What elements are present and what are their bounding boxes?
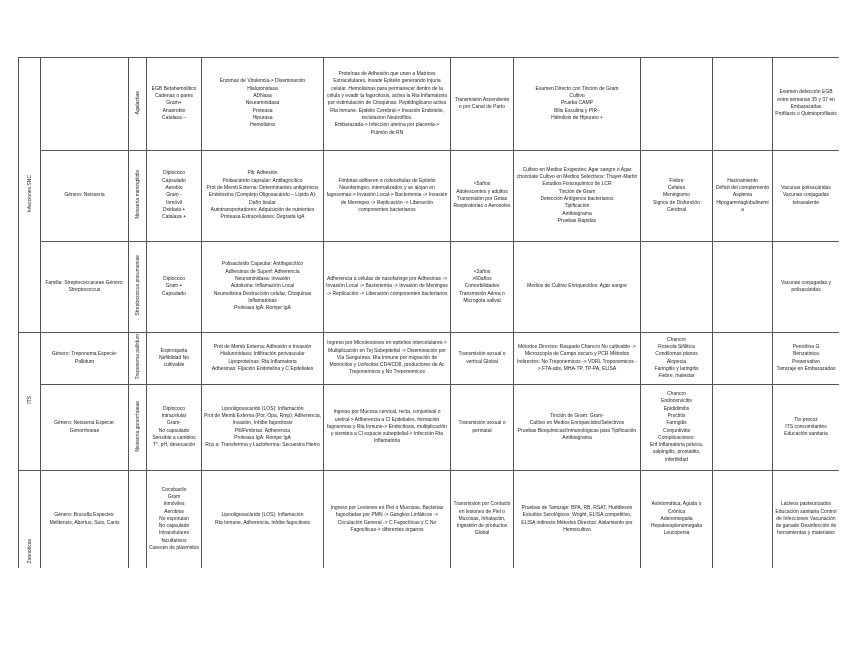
prevencion-cell [773,151,840,242]
agent-cell [129,333,147,385]
group-label-cell [19,333,41,471]
genus-cell [41,385,129,471]
cell-line: Endocervicitis [661,398,692,405]
morfologia-cell [147,58,202,151]
cell-line: Asplenia [732,192,753,199]
cell-line: Cultivo en Medios Exigentes: Agar sangre o Agar chocolate Cultivo en Medios Selectivos: Thayer-Martin Estudios Fisicoquimico de LCR [516,166,638,188]
cell-line: Adenomegalia [660,515,693,522]
factores-cell [202,385,324,471]
cell-line: Embarazada-> Infección uterina por placenta-> Pulmón de RN [334,122,440,136]
cell-line: Gram+ [166,100,182,107]
cell-line: Prot de Memb Externa: Determinantes antigénicos [206,185,319,192]
agent-cell [129,58,147,151]
cell-line: Cadenas o pares [154,93,194,100]
table-row [19,471,840,569]
genus-cell [41,333,129,385]
patogenia-cell [324,385,451,471]
cell-line: Benzatinica [793,351,819,358]
prevencion-cell [773,333,840,385]
cell-line: Vacunas polisacáridas Vacunas conjugadas tetravalente [781,185,831,206]
cell-line: Faringitis y laringitis [654,365,699,372]
cell-line: Lácteos pasteurizados Educación sanitaria Control de Infecciones Vacunación de ganado Desinfección de herramientas y materiales [775,501,837,537]
prevencion-cell [773,385,840,471]
cell-line: Ingreso por Microlesiones en epitelios intercelulares-> Multiplicación en Tej Subepitelial -> Diseminación por Vía Sanguínea. Rta Inmune por migración de Monocitos y Linfocitos CD4/CD8, productores de Ac Treponemicos y No Treponemicos [327,340,447,376]
cell-line: Vacunas conjugadas y polisacáridas [781,279,831,293]
cell-line: Penicilina G [792,343,820,350]
cell-line: cultivable [163,362,185,369]
cell-line: Tinción de Gram [558,188,596,195]
factor-riesgo-cell [713,385,773,471]
cell-line: Hialuronidasa: Infiltración perivascular [220,351,305,358]
cell-line: Neumolisina:Destrucción celular, Citoquinas Inflamatorias [213,290,312,304]
factores-cell [202,471,324,569]
agent-name: Agalactiae [134,90,141,115]
cell-line: Espiroqueta [160,347,188,354]
agent-name: Neisseria gonorrhoeae [134,400,141,452]
morfologia-cell [147,471,202,569]
cell-line: Diplococo [163,405,185,412]
table-row [19,333,840,385]
agent-cell [129,151,147,242]
cell-line: Aerobio [165,185,183,192]
genus-text: Género: Neisseria Especie: Gonorrhoeae [54,420,115,434]
table-row [19,385,840,471]
cell-line: Fiebre, malestar [658,373,695,380]
group-label: Infecciones SNC [26,174,33,212]
diagnostico-cell [514,333,641,385]
group-label-cell [19,58,41,333]
clinica-cell [641,385,713,471]
cell-line: Enf Inflamatoria pélvica, salpingitis, prostatitis, infertilidad [649,442,704,463]
cell-line: Adhesinas de Superf: Adherencia [225,268,300,275]
cell-line: Faringitis [666,420,687,427]
cell-line: Autotransportadores: Adquisición de nutrientes [210,206,315,213]
cell-line: Inmóvil [166,199,182,206]
transmision-cell [451,471,514,569]
cell-line: Comorbilidades [464,283,500,290]
cell-line: Capsulado [162,290,186,297]
cell-line: Neuraminidasa: Invasión [234,276,291,283]
genus-cell [41,242,129,333]
factor-riesgo-cell [713,333,773,385]
cell-line: EGB Betahemolitico [151,85,197,92]
cell-line: Pili/Fimbrias: Adherencia [234,427,291,434]
summary-table-container [18,57,839,568]
transmision-cell [451,242,514,333]
cell-line: Conjuntivitis [663,427,690,434]
factores-cell [202,242,324,333]
cell-line: Hepatoesplenomegalia [650,523,703,530]
cell-line: Intracelulares facultativos [158,530,189,544]
genus-cell [41,151,129,242]
factores-cell [202,333,324,385]
cell-line: Fiebre [669,177,684,184]
cell-line: Pruebas Bioquímicas/Inmunológicas para Tipificación [517,427,637,434]
cell-line: Métodos Directos: Raspado Chancro No cultivable -> Microscopía de Campo oscuro y PCR Métodos Indirectos: No Treponemicos -> VDRL Treponemicos -> FTA-abs, MHA-TP, TP-PA, ELISA [516,343,637,372]
cell-line: Proteasa IgA: Rompe IgA [234,305,291,312]
cell-line: Detección Antígenos bacterianos [540,196,614,202]
cell-line: Cefalea [667,185,686,192]
cell-line: Alopecia [666,358,687,365]
factor-riesgo-cell [713,151,773,242]
cell-line: Endotoxina (Complejo Oligosacárido – Lípido A): Daño tisular [208,192,317,206]
cell-line: Aerobios [164,508,184,515]
cell-line: Asintomática, Aguda o Crónica [651,501,702,515]
cell-line: Lipooligosacárido (LOS): Inflamación [221,405,304,412]
cell-line: Transmisión Aérea o Microgota salival [459,290,505,304]
cell-line: Epididimitis [663,405,690,412]
cell-line: Condilomas planos [655,351,698,358]
cell-line: Hemolisina [250,122,275,129]
cell-line: ADNasa [253,93,272,100]
cell-line: No capsulado [158,427,190,434]
cell-line: Antibiograma [562,434,592,441]
table-body [19,58,840,569]
summary-table [18,57,839,568]
cell-line: Sensible a cambios T°, pH, desecación [152,434,196,449]
cell-line: Ingreso por Lesiones en Piel o Mucosas, Bacterias fagocitadas por PMN -> Ganglios Linfáticos -> Circulación General -> C Fagocíticas y C No Fagocíticas-> diferentes órganos [330,504,444,533]
agent-name: Treponema pallidum [134,334,141,380]
cell-line: Proteínas de Adhesión que unen a Matrices Extracelulares, invade Epitelio generando Injuria celular. Hemolisinas para permanecer dentro de la célula y evadir la fagocitosis, activa la Rta Inflamatoria por estimulación de Citoquinas. Peptidoglicano activa Rta Inmune. Epitelio Cerebral-> Invasión Endotelio, reclutacion Neutrofilos. [326,71,448,121]
cell-line: Complicaciones: [658,434,695,441]
cell-line: Polisacárido Capsular: Antifagocítico [221,261,304,268]
cell-line: Capsulado [162,177,186,184]
cell-line: Carecen de plásmidos [149,545,199,552]
cell-line: Hipogammaglobulinemia [716,199,769,213]
cell-line: Pruebas Rápidas [557,217,597,224]
agent-cell [129,471,147,569]
cell-line: Inmóviles [163,501,185,508]
cell-line: <2años [473,268,491,275]
genus-cell [41,58,129,151]
factor-riesgo-cell [713,471,773,569]
cell-line: Adhesinas: Fijación Endotelina y C Epiteliales [211,365,314,372]
group-label: Zoonoticas [26,539,33,564]
cell-line: <5años [473,181,491,188]
cell-line: Hialuronidasa [247,85,278,92]
cell-line: Transmisión por Contacto en lesiones de Piel o Mucosas, Inhalación, Ingestión de productos Global [453,501,511,537]
cell-line: Transmisión sexual o vertical Global [458,351,506,365]
cell-line: >60años [472,276,492,283]
cell-line: Lipoproteínas: Rta Inflamatoria [228,358,297,365]
cell-line: Prot de Memb Externa: Adhesión e Invasión [213,343,312,350]
cell-line: Gram- [166,420,182,427]
cell-line: Fimbrias adhieren a rcdeceltulas de Epitelio Nasofaringeo, internalizados y se alojan en fagosomas-> Invasión Local-> Bacteriemia -> Invasión de Meninges -> Replicación -> Liberación componentes bacterianos [326,177,448,213]
cell-line: Proteasa [252,107,273,114]
agent-name: Streptococcus pneumoniae [134,255,141,316]
cell-line: Déficit del complemento [715,185,770,192]
morfologia-cell [147,151,202,242]
cell-line: Rta Inmune, Adherencia, Inhibe fagocitosis [214,519,311,526]
cell-line: Cultivo en Medios Enriquecidos/Selectivos [529,420,625,427]
diagnostico-cell [514,242,641,333]
cell-line: Meningismo [663,192,690,199]
clinica-cell [641,242,713,333]
genus-text: Género: Treponema Especie: Pallidum [51,351,118,365]
diagnostico-cell [514,58,641,151]
morfologia-cell [147,385,202,471]
cell-line: Enzimas de Virulencia-> Diseminación [219,78,306,85]
cell-line: Transmisión Ascendente o por Canal de Parto [454,96,510,110]
genus-cell [41,471,129,569]
cell-line: Pruebas de Tamizaje: BPA, RB, RSAT, Huddleson Estudios Serológicos: Wright, ELISA competitivo, ELISA indirecto Métodos Directos: Aislamiento por Hemocultivo [521,504,633,533]
transmision-cell [451,385,514,471]
patogenia-cell [324,333,451,385]
cell-line: Proteasa IgA: Rompe IgA [234,434,291,441]
cell-line: Examen detección EGB entre semanas 35 y 37 en Embarazadas [777,89,835,110]
cell-line: Gram [167,493,181,500]
cell-line: Prot de Memb Externa (Por, Opa, Rmp): Adherencia, Invasión, Inhibe fagocitosis [204,412,321,427]
cell-line: No capsulado [158,523,190,530]
cell-line: Bilis Esculina y PIR– [554,107,600,114]
patogenia-cell [324,58,451,151]
factores-cell [202,58,324,151]
group-label-cell [19,471,41,569]
cell-line: Anaerobio [162,107,186,114]
cell-line: Neuraminidasa [245,100,280,107]
diagnostico-cell [514,151,641,242]
cell-line: Oxidasa + [162,206,186,213]
prevencion-cell [773,471,840,569]
cell-line: Proctitis [667,412,686,419]
prevencion-cell [773,58,840,151]
group-label: ITS [26,395,33,404]
transmision-cell [451,58,514,151]
cell-line: Tto precoz [794,416,818,423]
cell-line: Hidrolisis de Hipurato + [551,114,603,121]
cell-line: Cocobacilo [161,486,187,493]
factor-riesgo-cell [713,58,773,151]
genus-text: Género: Neisseria [64,192,105,199]
genus-text: Género: Brucella Especies: Melitensis, Abortus, Suis, Canis [49,512,120,526]
clinica-cell [641,151,713,242]
cell-line: Autolisina: Inflamación Local [230,283,295,290]
factor-riesgo-cell [713,242,773,333]
cell-line: Pili: Adhesión [247,170,278,177]
cell-line: Tinción de Gram: Gram- [550,412,604,419]
diagnostico-cell [514,385,641,471]
factores-cell [202,151,324,242]
diagnostico-cell [514,471,641,569]
cell-line: Transmisión por Gotas Respiratorias o Aerosoles [453,196,511,210]
clinica-cell [641,333,713,385]
cell-line: No esporulan [159,515,189,522]
clinica-cell [641,471,713,569]
cell-line: Catalasa – [162,114,186,121]
cell-line: Proteasa Extracelulares: Degrada IgA [220,214,305,221]
agent-cell [129,385,147,471]
patogenia-cell [324,242,451,333]
cell-line: Leucopenia [663,530,690,537]
cell-line: Gram - [166,192,182,199]
agent-name: Neisseria meningitidis [134,170,141,219]
cell-line: Hipurasa [252,114,273,121]
cell-line: Prueba CAMP [561,100,593,107]
transmision-cell [451,151,514,242]
cell-line: Intracelular [161,412,187,419]
table-row [19,58,840,151]
cell-line: Tipificación [564,203,590,210]
cell-line: Polisacárido capsular: Antifagocítico [222,177,303,184]
cell-line: ITS concomitantes [785,423,827,430]
prevencion-cell [773,242,840,333]
cell-line: Adolescentes y adultos [456,188,508,195]
morfologia-cell [147,242,202,333]
clinica-cell [641,58,713,151]
cell-line: Examen Directo con Tinción de Gram [535,85,619,92]
cell-line: Profilaxis o Quimioprofilaxis [775,111,837,118]
cell-line: Adherencia a células de nasofaringe por Adhesinas -> Invasión Local -> Bacteriemia -> Invasión de Meninges -> Replicación -> Liberación componentes bacterianos [326,276,448,297]
cell-line: Lipooligosacárido (LOS): Inflamación [221,512,304,519]
morfologia-cell [147,333,202,385]
cell-line: Diplococo [163,170,185,177]
cell-line: Transmisión sexual o perinatal [458,420,506,434]
cell-line: Signos de Disfunción Cerebral [653,199,700,213]
cell-line: Nefiblidad No [158,354,190,361]
cell-line: Cultivo [569,93,585,100]
cell-line: Diplococo [163,276,185,283]
cell-line: Chancro [667,391,686,398]
transmision-cell [451,333,514,385]
cell-line: Antibiograma [562,210,592,217]
table-row [19,242,840,333]
cell-line: Roseola Sifilitica [658,343,695,350]
agent-cell [129,242,147,333]
cell-line: Tamizaje en Embarazadas [776,365,836,372]
cell-line: Hacinamiento [727,177,758,184]
cell-line: Medios de Cultivo Enriquecidos: Agar sangre [527,283,627,290]
patogenia-cell [324,151,451,242]
cell-line: Gram + [165,283,183,290]
cell-line: Educación sanitaria [784,431,828,438]
cell-line: Ingreso por Mucosa cervical, recta, conjuntival o uretral-> Adherencia a Cl Epiteliales, formación fagosomas y Rta Inmune-> Endocitosis, multiplicación y siembra a Cl espacio subepitelial-> Infección Rta Inflamatoria [327,409,447,445]
cell-line: Catalasa + [161,214,187,221]
table-row [19,151,840,242]
patogenia-cell [324,471,451,569]
cell-line: Chancro [667,336,686,343]
cell-line: Rcp a: Transferrina y Lactoferrina: Secuestra Hierro [205,442,320,449]
genus-text: Familia: Streptococcaceae Género: Streptococcus [45,279,124,293]
cell-line: Preservativo [792,358,820,365]
